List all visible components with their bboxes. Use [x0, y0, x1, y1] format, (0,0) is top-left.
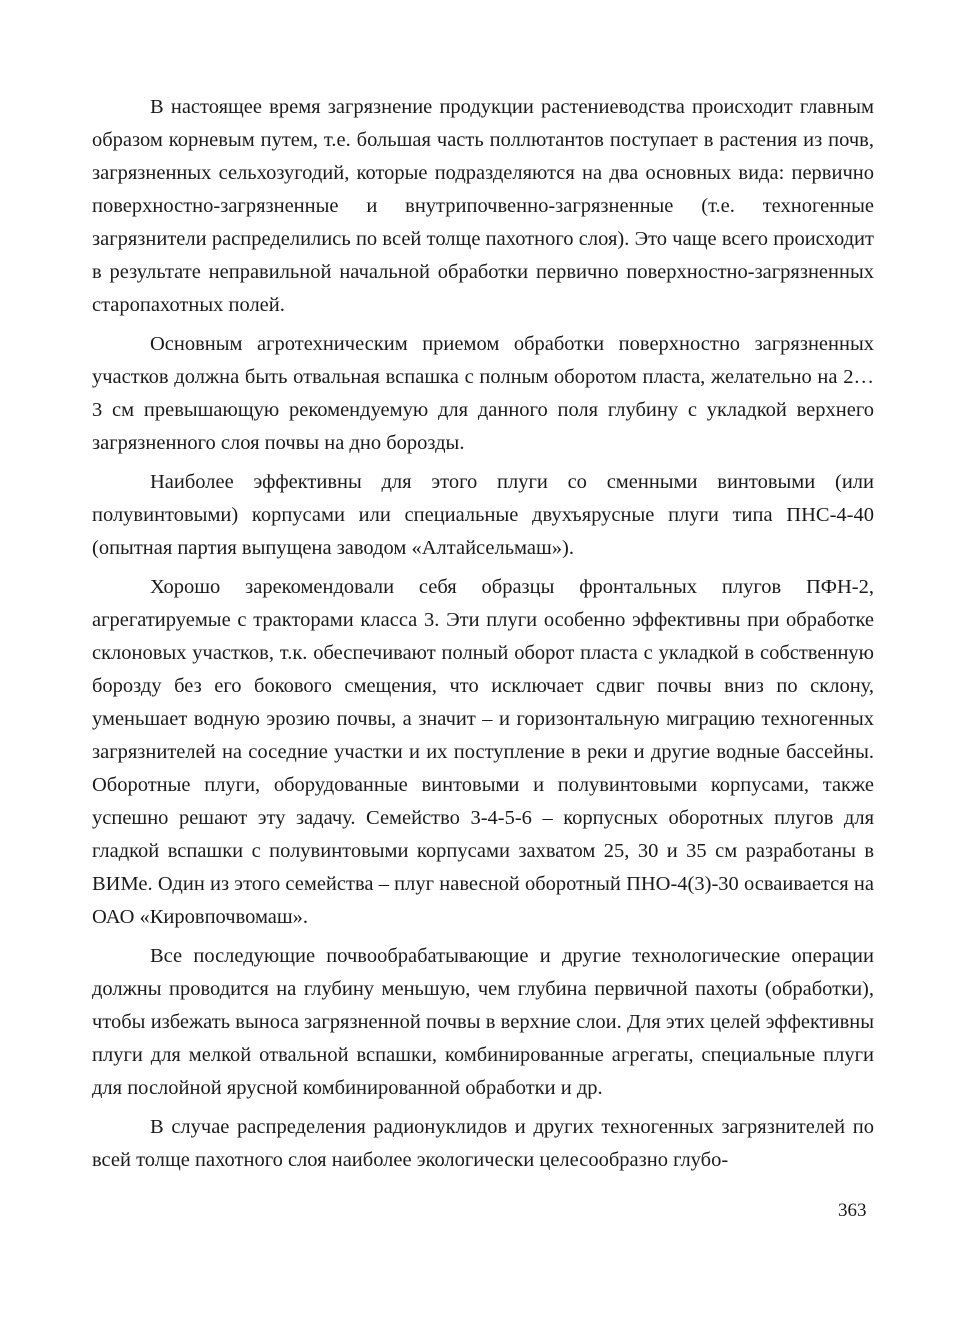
page-number: 363	[838, 1200, 867, 1221]
paragraph: В настоящее время загрязнение продукции растениеводства происходит главным образом корневым путем, т.е. большая часть поллютантов поступает в растения из почв, загрязненных сельхозугодий, которые подразделяются на два основных вида: первично поверхностно-загрязненные и внутрипочвенно-загрязненные (т.е. техногенные загрязнители распределились по всей толще пахотного слоя). Это чаще всего происходит в результате неправильной начальной обработки первично поверхностно-загрязненных старопахотных полей.	[92, 96, 874, 316]
paragraph: Хорошо зарекомендовали себя образцы фронтальных плугов ПФН-2, агрегатируемые с тракторами класса 3. Эти плуги особенно эффективны при обработке склоновых участков, т.к. обеспечивают полный оборот пласта с укладкой в собственную борозду без его бокового смещения, что исключает сдвиг почвы вниз по склону, уменьшает водную эрозию почвы, а значит – и горизонтальную миграцию техногенных загрязнителей на соседние участки и их поступление в реки и другие водные бассейны. Оборотные плуги, оборудованные винтовыми и полувинтовыми корпусами, также успешно решают эту задачу. Семейство 3-4-5-6 – корпусных оборотных плугов для гладкой вспашки с полувинтовыми корпусами захватом 25, 30 и 35 см разработаны в ВИМе. Один из этого семейства – плуг навесной оборотный ПНО-4(3)-30 осваивается на ОАО «Кировпочвомаш».	[92, 576, 874, 928]
paragraph: Основным агротехническим приемом обработки поверхностно загрязненных участков должна быть отвальная вспашка с полным оборотом пласта, желательно на 2…3 см превышающую рекомендуемую для данного поля глубину с укладкой верхнего загрязненного слоя почвы на дно борозды.	[92, 333, 874, 454]
paragraph: Наиболее эффективны для этого плуги со сменными винтовыми (или полувинтовыми) корпусами или специальные двухъярусные плуги типа ПНС-4-40 (опытная партия выпущена заводом «Алтайсельмаш»).	[92, 471, 874, 559]
body-text	[92, 91, 874, 1183]
paragraph: В случае распределения радионуклидов и других техногенных загрязнителей по всей толще пахотного слоя наиболее экологически целесообразно глубо-	[92, 1116, 874, 1171]
paragraph: Все последующие почвообрабатывающие и другие технологические операции должны проводится на глубину меньшую, чем глубина первичной пахоты (обработки), чтобы избежать выноса загрязненной почвы в верхние слои. Для этих целей эффективны плуги для мелкой отвальной вспашки, комбинированные агрегаты, специальные плуги для послойной ярусной комбинированной обработки и др.	[92, 945, 874, 1099]
